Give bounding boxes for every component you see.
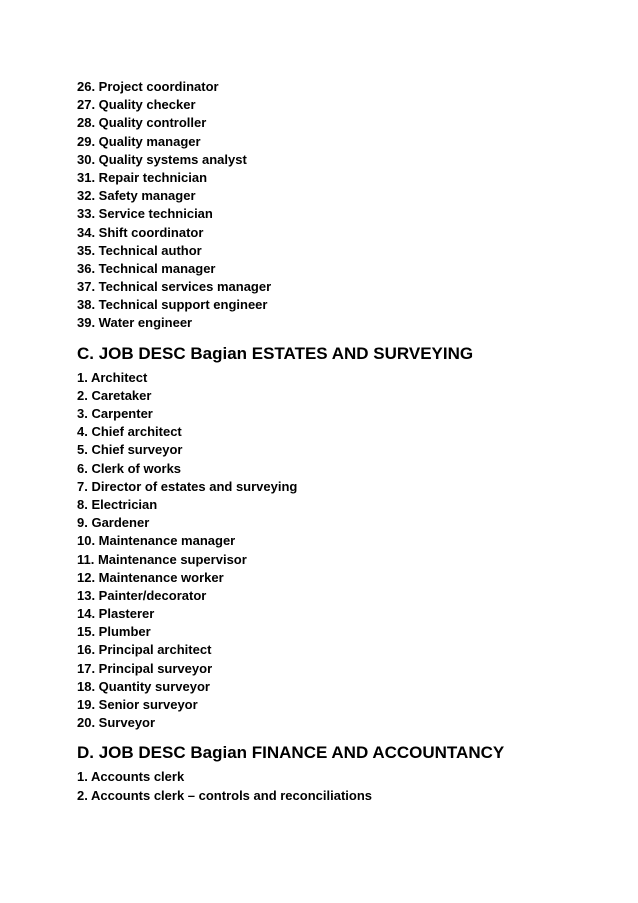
page-content [77,78,597,805]
list-item: 18. Quantity surveyor [77,678,210,694]
list-item: 5. Chief surveyor [77,442,183,458]
list-item: 14. Plasterer [77,606,155,622]
list-item: 4. Chief architect [77,424,182,440]
list-item: 37. Technical services manager [77,279,272,295]
list-item: 27. Quality checker [77,97,196,113]
list-item: 38. Technical support engineer [77,297,268,313]
list-item: 26. Project coordinator [77,79,219,94]
section-c-heading: C. JOB DESC Bagian ESTATES AND SURVEYING [77,343,474,363]
list-item: 28. Quality controller [77,115,207,131]
list-item: 2. Caretaker [77,387,152,403]
job-list-section-c [77,369,597,733]
section-d-heading: D. JOB DESC Bagian FINANCE AND ACCOUNTANCY [77,743,505,763]
list-item: 13. Painter/decorator [77,587,207,603]
list-item: 36. Technical manager [77,260,216,276]
list-item: 1. Architect [77,369,148,385]
list-item: 31. Repair technician [77,169,208,185]
list-item: 33. Service technician [77,206,213,222]
list-item: 16. Principal architect [77,642,212,658]
list-item: 35. Technical author [77,242,202,258]
list-item: 11. Maintenance supervisor [77,551,247,567]
job-list-section-d [77,768,597,804]
list-item: 15. Plumber [77,624,151,640]
list-item: 32. Safety manager [77,188,196,204]
list-item: 10. Maintenance manager [77,533,236,549]
list-item: 17. Principal surveyor [77,660,213,676]
list-item: 12. Maintenance worker [77,569,224,585]
list-item: 7. Director of estates and surveying [77,478,298,494]
list-item: 8. Electrician [77,496,158,512]
list-item: 1. Accounts clerk [77,769,185,785]
list-item: 19. Senior surveyor [77,697,198,712]
list-item: 34. Shift coordinator [77,224,204,240]
list-item: 20. Surveyor [77,715,156,731]
list-item: 3. Carpenter [77,406,153,421]
job-list-section-b-continued [77,78,597,333]
list-item: 9. Gardener [77,515,150,531]
list-item: 6. Clerk of works [77,460,182,476]
list-item: 2. Accounts clerk – controls and reconciliations [77,787,372,803]
list-item: 29. Quality manager [77,133,201,149]
list-item: 30. Quality systems analyst [77,151,247,167]
list-item: 39. Water engineer [77,315,193,331]
